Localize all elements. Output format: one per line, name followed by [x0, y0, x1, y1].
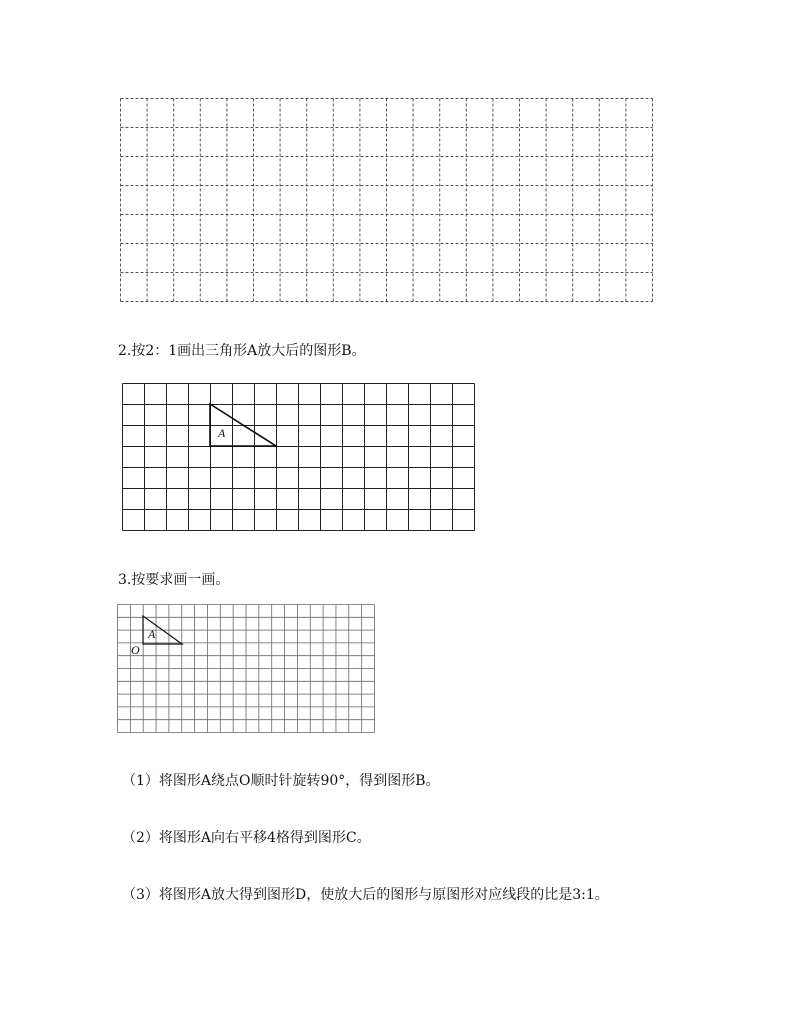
sub-item-1: （1）将图形A绕点O顺时针旋转90°，得到图形B。: [122, 773, 440, 789]
question-2-grid: [122, 383, 476, 531]
triangle-a-label: A: [218, 426, 226, 440]
dashed-grid: [120, 98, 674, 302]
question-2-text: 2.按2：1画出三角形A放大后的图形B。: [118, 343, 366, 359]
sub-item-3: （3）将图形A放大得到图形D，使放大后的图形与原图形对应线段的比是3:1。: [122, 887, 609, 903]
point-o-label: O: [131, 643, 140, 657]
triangle-a-label: A: [148, 627, 156, 641]
question-3-text: 3.按要求画一画。: [118, 572, 230, 588]
sub-item-2: （2）将图形A向右平移4格得到图形C。: [122, 830, 371, 846]
question-3-grid: [117, 604, 375, 733]
